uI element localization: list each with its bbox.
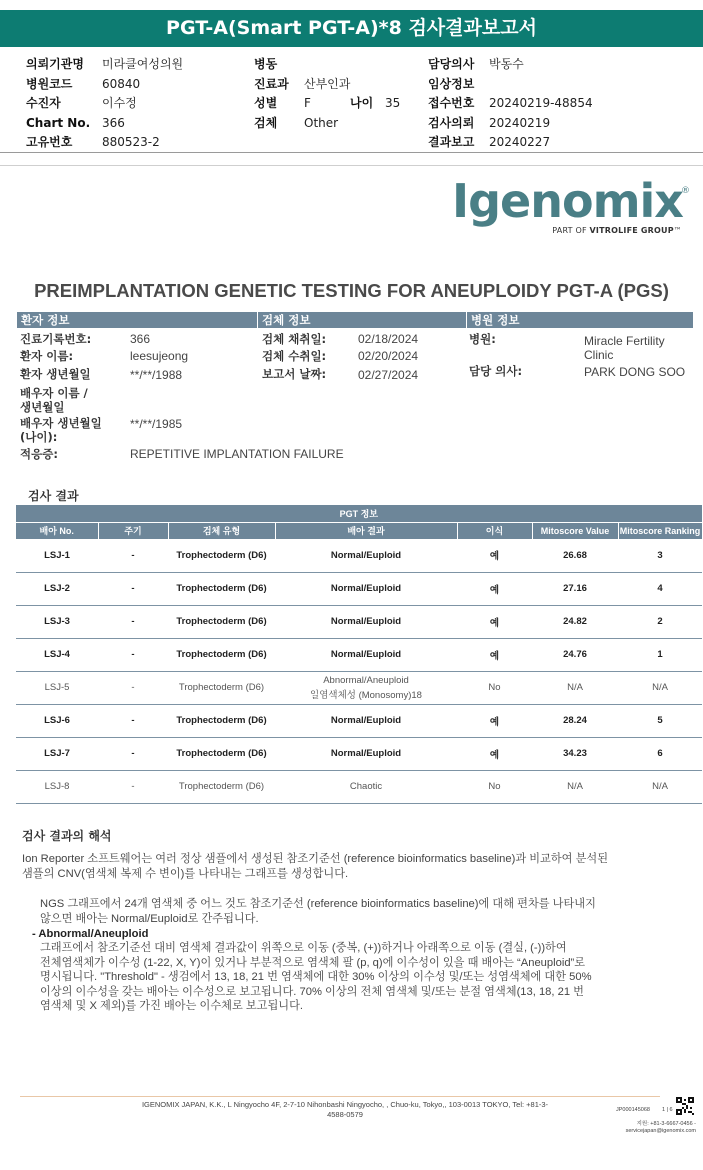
embryo-result: Normal/Euploid: [275, 638, 457, 671]
contact-line: 지원: +81-3-6667-0456 -: [636, 1121, 696, 1127]
paragraph-line: 그래프에서 참조기준선 대비 염색체 결과값이 위쪽으로 이동 (중복, (+))하거나 아래쪽으로 이동 (결실, (-))하여: [40, 942, 567, 954]
sex-label: 성별: [254, 96, 278, 110]
qr-code-icon: [676, 1097, 694, 1115]
indication-label: 적응증:: [20, 447, 58, 461]
cycle-cell: -: [98, 704, 168, 737]
footer-divider: [20, 1096, 660, 1097]
embryo-number: LSJ-6: [16, 704, 98, 737]
requester-info: [26, 55, 183, 153]
cycle-cell: -: [98, 737, 168, 770]
sex-value: F: [304, 96, 311, 110]
info-label: 담당의사: [428, 57, 475, 71]
info-label: 의뢰기관명: [26, 57, 84, 71]
indication-value: REPETITIVE IMPLANTATION FAILURE: [130, 447, 344, 461]
logo-tagline: [552, 226, 682, 235]
divider: [0, 165, 703, 166]
mitoscore-value: N/A: [532, 671, 618, 704]
mitoscore-value: N/A: [532, 770, 618, 803]
paragraph-line: 않으면 배아는 Normal/Euploid로 간주됩니다.: [40, 912, 259, 925]
embryo-result: Normal/Euploid: [275, 737, 457, 770]
specimen-type-cell: Trophectoderm (D6): [168, 539, 275, 572]
results-title: 검사 결과: [28, 489, 79, 503]
report-title-bar: [0, 10, 703, 47]
table-row: [16, 539, 702, 572]
mitoscore-ranking: 2: [618, 605, 702, 638]
doctor-value: PARK DONG SOO: [584, 365, 686, 379]
dept-label: 진료과: [254, 76, 289, 91]
mitoscore-value: 27.16: [532, 572, 618, 605]
transfer-cell: 예: [457, 605, 532, 638]
paragraph-line: NGS 그래프에서 24개 염색체 중 어느 것도 참조기준선 (reference bioinformatics baseline)에 대해 편차를 나타내지: [40, 898, 596, 910]
mitoscore-ranking: 6: [618, 737, 702, 770]
paragraph-line: 염색체 및 X 제외)를 가진 배아는 이수체로 보고됩니다.: [40, 1000, 304, 1012]
paragraph-line: 이상의 이수성을 갖는 배아는 이수성으로 보고됩니다. 70% 이상의 전체 염색체 및/또는 분절 염색체(13, 18, 21 번: [40, 985, 584, 998]
column-header: Mitoscore Ranking: [618, 522, 702, 539]
spouse-dob-value: **/**/1985: [130, 417, 183, 431]
specimen-type-cell: Trophectoderm (D6): [168, 572, 275, 605]
table-row: [16, 737, 702, 770]
mitoscore-value: 24.76: [532, 638, 618, 671]
column-header: 배아 결과: [275, 522, 457, 539]
contact-line: servicejapan@igenomix.com: [625, 1128, 696, 1134]
dept-value: 산부인과: [304, 76, 351, 91]
spouse-dob-label: [20, 416, 102, 444]
collected-date-value: 02/18/2024: [358, 332, 419, 346]
specimen-type-cell: Trophectoderm (D6): [168, 605, 275, 638]
mitoscore-ranking: N/A: [618, 770, 702, 803]
hospital-section-header: 병원 정보: [467, 312, 693, 328]
paragraph-line: 명시됩니다. "Threshold" - 생검에서 13, 18, 21 번 염색체에 대한 30% 이상의 이수성 및/또는 성염색체에 대한 50%: [40, 971, 592, 983]
tagline-brand: VITROLIFE GROUP: [589, 226, 674, 235]
transfer-cell: No: [457, 671, 532, 704]
footer-address: [110, 1100, 580, 1120]
address-line: 4588-0579: [327, 1110, 363, 1119]
pgt-info-header: PGT 정보: [16, 505, 702, 522]
specimen-type-cell: Trophectoderm (D6): [168, 737, 275, 770]
info-label: 임상정보: [428, 76, 475, 91]
info-value: 20240227: [489, 135, 551, 149]
embryo-number: LSJ-3: [16, 605, 98, 638]
info-value: 이수정: [102, 96, 137, 110]
table-row: [16, 704, 702, 737]
page-number: 1 | 6: [662, 1107, 673, 1113]
mitoscore-value: 24.82: [532, 605, 618, 638]
mitoscore-ranking: N/A: [618, 671, 702, 704]
embryo-result: Normal/Euploid: [275, 605, 457, 638]
column-header: Mitoscore Value: [532, 522, 618, 539]
result-detail-line: 일염색체성 (Monosomy)18: [310, 689, 422, 701]
info-label: 접수번호: [428, 96, 475, 110]
report-date-label: 보고서 날짜:: [262, 367, 327, 381]
specimen-type-label: 검체: [254, 115, 278, 130]
tagline-tm: ™: [673, 226, 682, 235]
chart-number-value: 366: [130, 332, 151, 346]
mitoscore-value: 26.68: [532, 539, 618, 572]
info-label: 검사의뢰: [428, 115, 475, 130]
chart-number-label: 진료기록번호:: [20, 332, 92, 346]
embryo-result: Chaotic: [275, 770, 457, 803]
specimen-type-cell: Trophectoderm (D6): [168, 638, 275, 671]
specimen-type-value: Other: [304, 115, 339, 130]
address-line: IGENOMIX JAPAN, K.K., L Ningyocho 4F, 2-7-10 Nihonbashi Ningyocho, , Chuo-ku, Tokyo,, 103-0013 TOKYO, Tel: +81-3-: [141, 1100, 549, 1109]
info-value: 60840: [102, 76, 141, 91]
info-value: 미라클여성의원: [102, 57, 184, 71]
patient-name-value: leesujeong: [130, 349, 189, 363]
info-label: 수진자: [26, 96, 61, 110]
mitoscore-ranking: 5: [618, 704, 702, 737]
support-contact: [620, 1121, 696, 1135]
spouse-name-label-line: 배우자 이름 /: [20, 386, 88, 400]
lab-info: [428, 55, 593, 153]
transfer-cell: 예: [457, 737, 532, 770]
patient-dob-value: **/**/1988: [130, 368, 183, 382]
column-header: 주기: [98, 522, 168, 539]
doctor-label: 담당 의사:: [469, 364, 523, 378]
hospital-label: 병원:: [469, 332, 496, 346]
info-value: 20240219: [489, 115, 551, 130]
cycle-cell: -: [98, 638, 168, 671]
spouse-name-label: [20, 386, 88, 414]
info-value: 박동수: [489, 57, 524, 71]
mitoscore-value: 34.23: [532, 737, 618, 770]
transfer-cell: 예: [457, 638, 532, 671]
transfer-cell: No: [457, 770, 532, 803]
mitoscore-ranking: 1: [618, 638, 702, 671]
transfer-cell: 예: [457, 704, 532, 737]
embryo-result: Normal/Euploid: [275, 539, 457, 572]
age-value: 35: [385, 96, 401, 110]
column-header: 배아 No.: [16, 522, 98, 539]
table-row: [16, 638, 702, 671]
embryo-result: [275, 671, 457, 704]
interpretation-paragraph-2: [40, 897, 596, 926]
cycle-cell: -: [98, 770, 168, 803]
registered-mark: ®: [681, 186, 690, 196]
report-date-value: 02/27/2024: [358, 368, 419, 382]
info-label: Chart No.: [26, 115, 91, 130]
age-label: 나이: [350, 96, 374, 110]
hospital-value: [584, 334, 665, 362]
abnormal-subtitle: - Abnormal/Aneuploid: [32, 928, 149, 940]
document-title: PREIMPLANTATION GENETIC TESTING FOR ANEUPLOIDY PGT-A (PGS): [34, 280, 669, 301]
hospital-value-line: Miracle Fertility: [584, 334, 665, 348]
mitoscore-ranking: 4: [618, 572, 702, 605]
cycle-cell: -: [98, 671, 168, 704]
info-value: 880523-2: [102, 135, 160, 149]
result-line: Abnormal/Aneuploid: [323, 674, 409, 686]
transfer-cell: 예: [457, 539, 532, 572]
info-label: 병원코드: [26, 76, 73, 91]
info-label: 고유번호: [26, 135, 73, 149]
specimen-type-cell: Trophectoderm (D6): [168, 671, 275, 704]
embryo-result: Normal/Euploid: [275, 572, 457, 605]
results-table: [16, 505, 703, 804]
specimen-type-cell: Trophectoderm (D6): [168, 770, 275, 803]
transfer-cell: 예: [457, 572, 532, 605]
spouse-dob-label-line: 배우자 생년월일: [20, 416, 102, 430]
embryo-number: LSJ-2: [16, 572, 98, 605]
results-table-body: [16, 539, 702, 803]
spouse-name-label-line: 생년월일: [20, 400, 65, 414]
patient-section-header: 환자 정보: [17, 312, 257, 328]
embryo-number: LSJ-5: [16, 671, 98, 704]
table-row: [16, 605, 702, 638]
interpretation-paragraph-3: [40, 941, 592, 1014]
table-row: [16, 671, 702, 704]
patient-name-label: 환자 이름:: [20, 349, 74, 363]
info-value: 366: [102, 115, 125, 130]
mitoscore-ranking: 3: [618, 539, 702, 572]
patient-dob-label: 환자 생년월일: [20, 367, 91, 381]
ward-info: [254, 55, 400, 133]
received-date-value: 02/20/2024: [358, 349, 419, 363]
table-row: [16, 770, 702, 803]
igenomix-logo: [452, 174, 692, 240]
paragraph-line: 전체염색체가 이수성 (1-22, X, Y)이 있거나 부분적으로 염색체 팔 (p, q)에 이수성이 있을 때 배아는 “Aneuploid”로: [40, 956, 586, 969]
embryo-number: LSJ-1: [16, 539, 98, 572]
hospital-value-line: Clinic: [584, 348, 614, 362]
tagline-prefix: PART OF: [552, 226, 590, 235]
embryo-number: LSJ-4: [16, 638, 98, 671]
embryo-number: LSJ-7: [16, 737, 98, 770]
info-value: 20240219-48854: [489, 96, 593, 110]
cycle-cell: -: [98, 572, 168, 605]
received-date-label: 검체 수취일:: [262, 349, 327, 363]
divider: [0, 152, 703, 153]
column-header: 검체 유형: [168, 522, 275, 539]
ward-label: 병동: [254, 57, 278, 71]
table-row: [16, 572, 702, 605]
paragraph-line: 샘플의 CNV(염색체 복제 수 변이)를 나타내는 그래프를 생성합니다.: [22, 867, 349, 880]
logo-wordmark: Igenomix: [452, 174, 683, 228]
paragraph-line: Ion Reporter 소프트웨어는 여러 정상 샘플에서 생성된 참조기준선 (reference bioinformatics baseline)과 비교하여 분석된: [22, 853, 608, 865]
spouse-dob-label-line: (나이):: [20, 430, 58, 444]
cycle-cell: -: [98, 539, 168, 572]
cycle-cell: -: [98, 605, 168, 638]
info-label: 결과보고: [428, 135, 475, 149]
embryo-number: LSJ-8: [16, 770, 98, 803]
document-code: JP000145068: [616, 1107, 650, 1113]
column-header: 이식: [457, 522, 532, 539]
collected-date-label: 검체 채취일:: [262, 332, 327, 346]
mitoscore-value: 28.24: [532, 704, 618, 737]
report-header-title: PGT-A(Smart PGT-A)*8 검사결과보고서: [166, 17, 537, 39]
specimen-type-cell: Trophectoderm (D6): [168, 704, 275, 737]
interpretation-title: 검사 결과의 해석: [22, 829, 112, 843]
interpretation-paragraph-1: [22, 852, 608, 881]
specimen-section-header: 검체 정보: [258, 312, 466, 328]
embryo-result: Normal/Euploid: [275, 704, 457, 737]
